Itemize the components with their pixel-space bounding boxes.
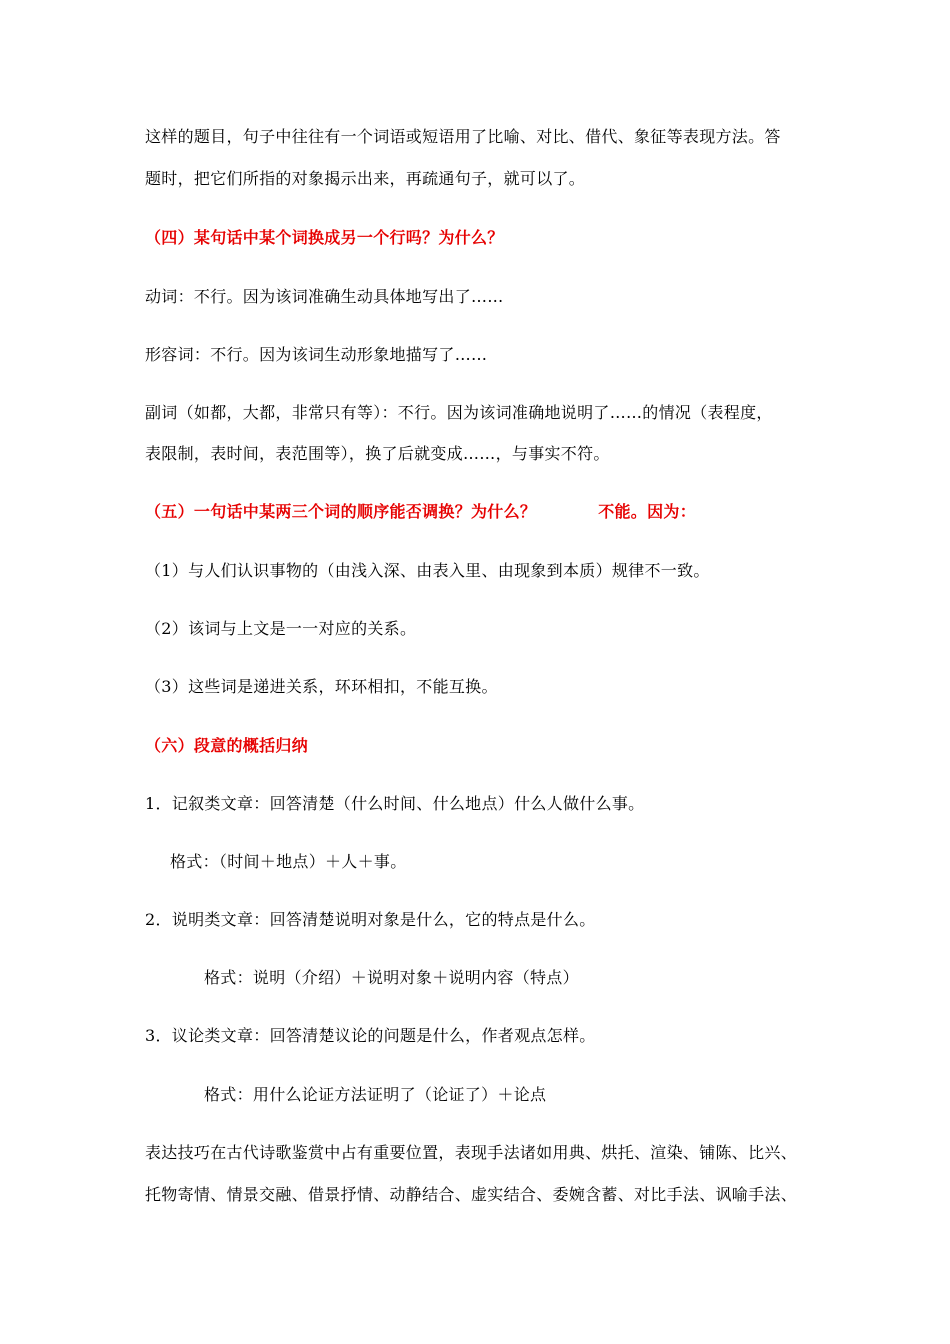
reason-item-3: （3）这些词是递进关系，环环相扣，不能互换。 — [145, 677, 498, 696]
verb-answer: 动词：不行。因为该词准确生动具体地写出了…… — [145, 287, 504, 306]
argumentative-format: 格式：用什么论证方法证明了（论证了）＋论点 — [204, 1085, 547, 1104]
paragraph-line: 题时，把它们所指的对象揭示出来，再疏通句子，就可以了。 — [145, 169, 586, 188]
adjective-answer: 形容词：不行。因为该词生动形象地描写了…… — [145, 345, 488, 364]
argumentative-item: 3．议论类文章：回答清楚议论的问题是什么，作者观点怎样。 — [145, 1026, 596, 1045]
section-heading-5 — [145, 501, 696, 523]
adverb-answer-line: 副词（如都，大都，非常只有等）：不行。因为该词准确地说明了……的情况（表程度， — [145, 403, 773, 422]
paragraph-line: 表达技巧在古代诗歌鉴赏中占有重要位置，表现手法诸如用典、烘托、渲染、铺陈、比兴、 — [145, 1143, 798, 1162]
reason-item-1: （1）与人们认识事物的（由浅入深、由表入里、由现象到本质）规律不一致。 — [145, 561, 710, 580]
adverb-answer-line: 表限制，表时间，表范围等），换了后就变成……，与事实不符。 — [145, 444, 610, 463]
section-heading-6: （六）段意的概括归纳 — [145, 736, 309, 755]
narrative-format: 格式：（时间＋地点）＋人＋事。 — [170, 852, 407, 871]
expository-format: 格式：说明（介绍）＋说明对象＋说明内容（特点） — [204, 968, 579, 987]
paragraph-line: 托物寄情、情景交融、借景抒情、动静结合、虚实结合、委婉含蓄、对比手法、讽喻手法、 — [145, 1185, 798, 1204]
narrative-item: 1．记叙类文章：回答清楚（什么时间、什么地点）什么人做什么事。 — [145, 794, 645, 813]
section-heading-4: （四）某句话中某个词换成另一个行吗？为什么？ — [145, 228, 504, 247]
expository-item: 2．说明类文章：回答清楚说明对象是什么，它的特点是什么。 — [145, 910, 596, 929]
section-heading-5-answer: 不能。因为： — [598, 502, 697, 521]
paragraph-line: 这样的题目，句子中往往有一个词语或短语用了比喻、对比、借代、象征等表现方法。答 — [145, 127, 781, 146]
section-heading-5-question: （五）一句话中某两三个词的顺序能否调换？为什么？ — [145, 502, 537, 521]
reason-item-2: （2）该词与上文是一一对应的关系。 — [145, 619, 417, 638]
